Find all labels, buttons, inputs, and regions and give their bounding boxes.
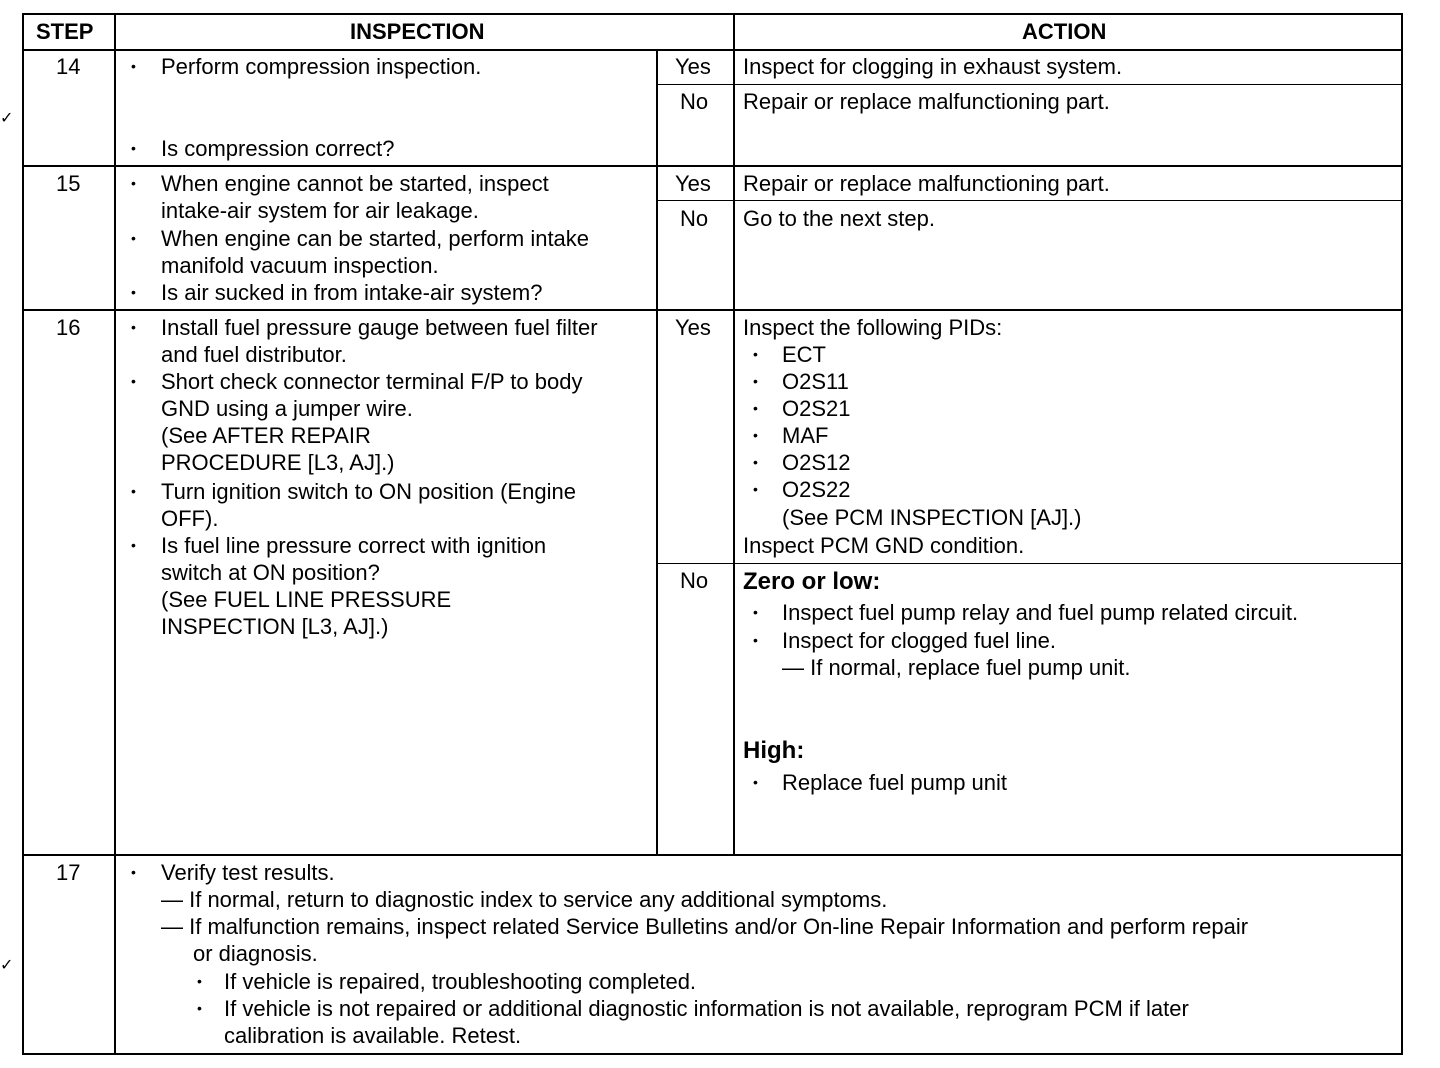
bullet: • — [131, 864, 136, 880]
inspection-text: Short check connector terminal F/P to body — [161, 369, 583, 394]
yes-action-intro: Inspect the following PIDs: — [743, 315, 1003, 340]
header-step: STEP — [36, 19, 94, 44]
inspection-text: Is compression correct? — [161, 136, 395, 161]
bullet: • — [753, 454, 758, 470]
inspection-text: (See FUEL LINE PRESSURE — [161, 587, 452, 612]
inspection-text: calibration is available. Retest. — [224, 1023, 522, 1048]
header-inspection: INSPECTION — [350, 19, 485, 44]
pid-reference: (See PCM INSPECTION [AJ].) — [782, 505, 1082, 530]
inspection-text: OFF). — [161, 506, 219, 531]
no-action: Go to the next step. — [743, 206, 936, 231]
inspection-text: GND using a jumper wire. — [161, 396, 413, 421]
pid-item: ECT — [782, 342, 826, 367]
bullet: • — [753, 481, 758, 497]
yes-action: Inspect for clogging in exhaust system. — [743, 54, 1123, 79]
zero-item: Inspect fuel pump relay and fuel pump related circuit. — [782, 600, 1299, 625]
inspection-text: If vehicle is not repaired or additional diagnostic information is not available, reprogram PCM if later — [224, 996, 1189, 1021]
bullet: • — [753, 400, 758, 416]
bullet: • — [753, 604, 758, 620]
bullet: • — [753, 346, 758, 362]
inspection-text: Perform compression inspection. — [161, 54, 482, 79]
zero-or-low-title: Zero or low: — [743, 568, 881, 595]
inspection-text: Verify test results. — [161, 860, 335, 885]
inspection-text: When engine can be started, perform intake — [161, 226, 590, 251]
bullet: • — [197, 973, 202, 989]
inspection-text: Turn ignition switch to ON position (Engine — [161, 479, 576, 504]
inspection-text: switch at ON position? — [161, 560, 380, 585]
high-title: High: — [743, 737, 805, 764]
bullet: • — [131, 284, 136, 300]
yes-label: Yes — [675, 315, 711, 340]
header-action: ACTION — [1022, 19, 1107, 44]
bullet: • — [131, 175, 136, 191]
pid-item: O2S11 — [782, 369, 849, 394]
margin-mark: ✓ — [0, 957, 14, 974]
inspection-text: — If malfunction remains, inspect related Service Bulletins and/or On-line Repair Information and perform repair — [161, 914, 1249, 939]
bullet: • — [131, 58, 136, 74]
bullet: • — [753, 427, 758, 443]
bullet: • — [131, 483, 136, 499]
inspection-text: PROCEDURE [L3, AJ].) — [161, 450, 395, 475]
inspection-text: (See AFTER REPAIR — [161, 423, 371, 448]
pid-item: O2S12 — [782, 450, 851, 475]
bullet: • — [131, 373, 136, 389]
pid-item: O2S22 — [782, 477, 851, 502]
no-label: No — [680, 89, 709, 114]
inspection-text: Is fuel line pressure correct with ignition — [161, 533, 547, 558]
inspection-text: INSPECTION [L3, AJ].) — [161, 614, 389, 639]
bullet: • — [131, 140, 136, 156]
inspection-text: and fuel distributor. — [161, 342, 347, 367]
yes-action: Repair or replace malfunctioning part. — [743, 171, 1110, 196]
pid-item: MAF — [782, 423, 829, 448]
inspection-text: — If normal, return to diagnostic index to service any additional symptoms. — [161, 887, 888, 912]
bullet: • — [131, 230, 136, 246]
bullet: • — [131, 537, 136, 553]
zero-item: Inspect for clogged fuel line. — [782, 628, 1056, 653]
bullet: • — [197, 1000, 202, 1016]
inspection-text: manifold vacuum inspection. — [161, 253, 439, 278]
inspection-text: or diagnosis. — [193, 941, 318, 966]
step-number: 15 — [56, 171, 81, 196]
bullet: • — [131, 319, 136, 335]
bullet: • — [753, 373, 758, 389]
inspection-text: When engine cannot be started, inspect — [161, 171, 549, 196]
inspection-text: Is air sucked in from intake-air system? — [161, 280, 543, 305]
no-label: No — [680, 206, 709, 231]
yes-label: Yes — [675, 171, 711, 196]
step-number: 14 — [56, 54, 81, 79]
margin-mark: ✓ — [0, 110, 14, 127]
yes-label: Yes — [675, 54, 711, 79]
yes-action-end: Inspect PCM GND condition. — [743, 533, 1025, 558]
high-item: Replace fuel pump unit — [782, 770, 1008, 795]
bullet: • — [753, 632, 758, 648]
zero-sub-item: — If normal, replace fuel pump unit. — [782, 655, 1131, 680]
no-label: No — [680, 568, 709, 593]
bullet: • — [753, 774, 758, 790]
inspection-text: intake-air system for air leakage. — [161, 198, 479, 223]
inspection-text: If vehicle is repaired, troubleshooting completed. — [224, 969, 697, 994]
pid-item: O2S21 — [782, 396, 851, 421]
no-action: Repair or replace malfunctioning part. — [743, 89, 1110, 114]
step-number: 17 — [56, 860, 81, 885]
step-number: 16 — [56, 315, 81, 340]
inspection-text: Install fuel pressure gauge between fuel filter — [161, 315, 598, 340]
